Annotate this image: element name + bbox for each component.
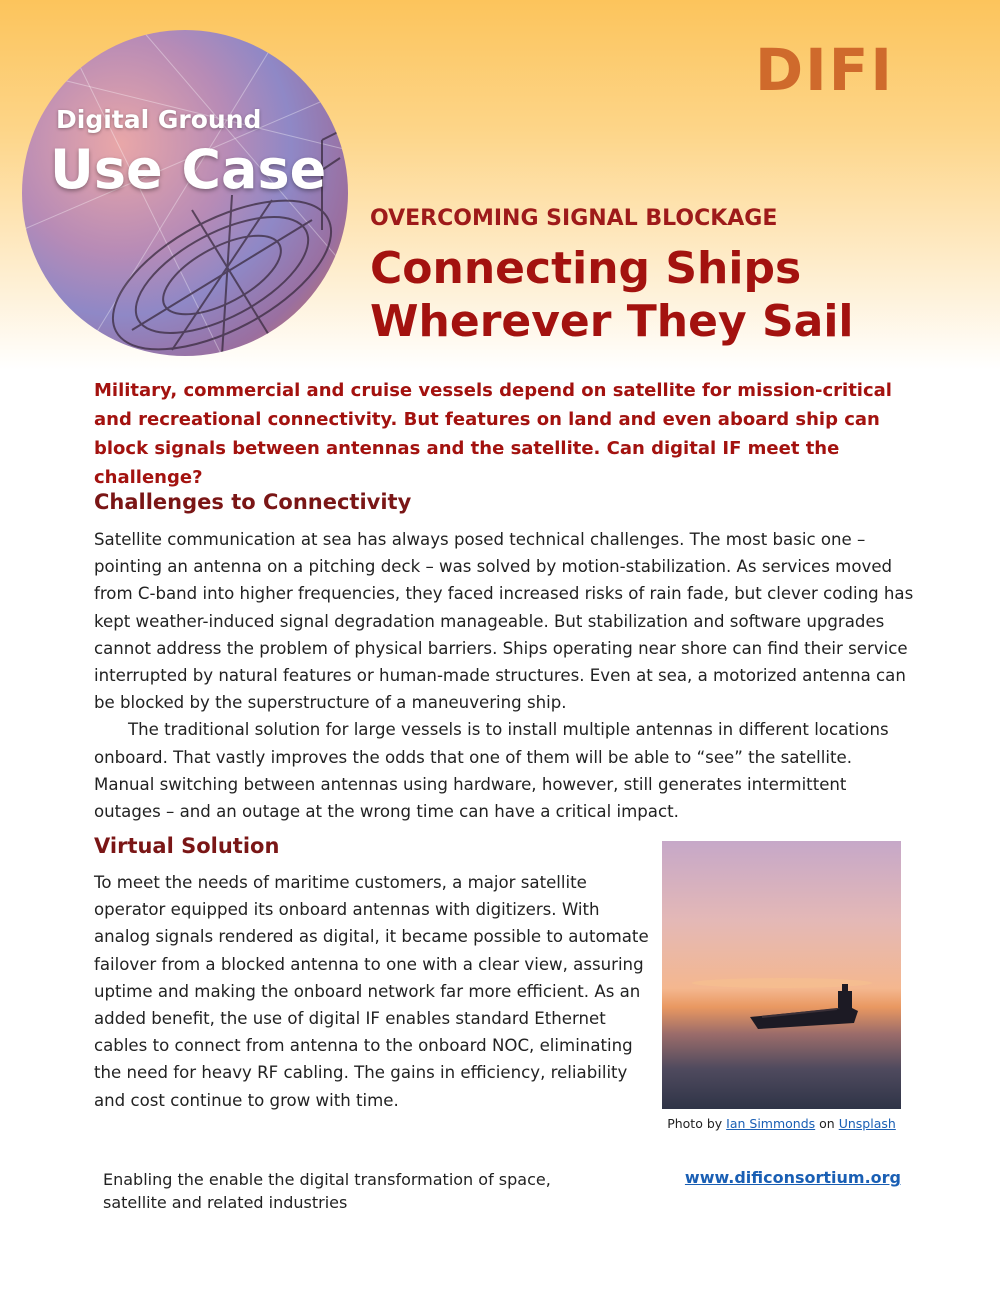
- virtual-solution-paragraph: To meet the needs of maritime customers, a major satellite operator equipped its onboard antennas with digitizers. With analog signals rendered as digital, it became possible to automate failover from a blocked antenna to one with a clear view, assuring uptime and making the onboard network far more efficient. As an added benefit, the use of digital IF enables standard Ethernet cables to connect from antenna to the onboard NOC, eliminating the need for heavy RF cabling. The gains in efficiency, reliability and cost continue to grow with time.: [94, 873, 649, 1110]
- ship-at-sunset-photo: [662, 841, 901, 1109]
- difi-logo: DIFI: [755, 36, 894, 104]
- footer-website-link[interactable]: www.dificonsortium.org: [684, 1168, 901, 1187]
- headline-line-2: Wherever They Sail: [370, 296, 854, 347]
- caption-middle: on: [819, 1116, 835, 1131]
- hero-label-big: Use Case: [50, 138, 327, 201]
- intro-paragraph: Military, commercial and cruise vessels depend on satellite for mission-critical and recreational connectivity. But features on land and even aboard ship can block signals between antennas and the satellite. Can digital IF meet the challenge?: [94, 380, 892, 488]
- footer-tagline: Enabling the enable the digital transformation of space, satellite and related industries: [103, 1170, 551, 1212]
- photo-author-link[interactable]: Ian Simmonds: [726, 1116, 816, 1131]
- page-title: [370, 242, 970, 348]
- section-heading-challenges: Challenges to Connectivity: [94, 490, 412, 514]
- photo-caption: [662, 1116, 901, 1131]
- headline-line-1: Connecting Ships: [370, 243, 802, 294]
- caption-prefix: Photo by: [667, 1116, 723, 1131]
- ship-silhouette: [662, 841, 901, 1109]
- challenges-paragraph-1: Satellite communication at sea has always posed technical challenges. The most basic one – pointing an antenna on a pitching deck – was solved by motion-stabilization. As services moved from C-band into higher frequencies, they faced increased risks of rain fade, but clever coding has kept weather-induced signal degradation manageable. But stabilization and software upgrades cannot address the problem of physical barriers. Ships operating near shore can find their service interrupted by natural features or human-made structures. Even at sea, a motorized antenna can be blocked by the superstructure of a maneuvering ship.: [94, 530, 914, 713]
- kicker: OVERCOMING SIGNAL BLOCKAGE: [370, 206, 778, 231]
- photo-source-link[interactable]: Unsplash: [838, 1116, 896, 1131]
- section-challenges-body: [94, 526, 914, 825]
- challenges-paragraph-2: The traditional solution for large vessels is to install multiple antennas in different locations onboard. That vastly improves the odds that one of them will be able to “see” the satellite. Manual switching between antennas using hardware, however, still generates intermittent outages – and an outage at the wrong time can have a critical impact.: [94, 720, 889, 822]
- hero-label-small: Digital Ground: [56, 105, 262, 134]
- section-heading-virtual-solution: Virtual Solution: [94, 834, 280, 858]
- section-virtual-solution-body: [94, 869, 650, 1114]
